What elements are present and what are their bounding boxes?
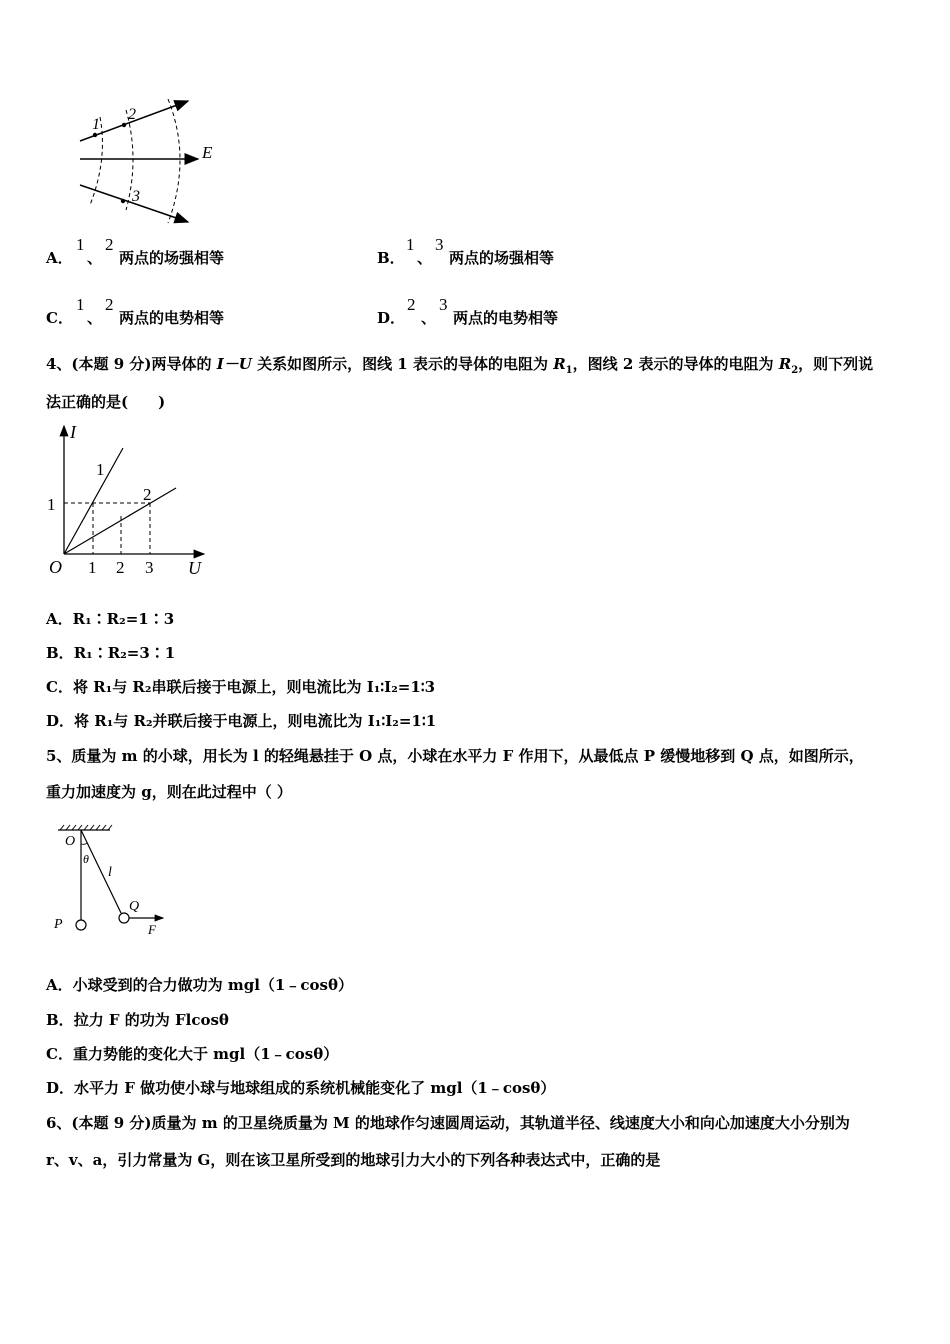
pendulum-figure — [50, 822, 175, 942]
q3-option-a-text: 两点的场强相等 — [119, 249, 225, 267]
q3-option-a[interactable]: A． — [46, 249, 73, 267]
ball-P — [76, 920, 86, 930]
q3-option-c-n2: 2 — [105, 295, 114, 314]
string-l — [81, 830, 121, 913]
q3-option-b-n1: 1 — [406, 235, 415, 254]
q3-option-d[interactable]: D． — [377, 309, 406, 327]
label-E: E — [202, 143, 213, 162]
q5-option-a[interactable]: A．小球受到的合力做功为 mgl（1﹣cosθ） — [46, 976, 353, 994]
q3-option-b-n2: 3 — [435, 235, 444, 254]
q3-option-c-sep: 、 — [87, 309, 103, 327]
q6-stem-line2: r、v、a，引力常量为 G，则在该卫星所受到的地球引力大小的下列各种表达式中，正确的是 — [46, 1151, 661, 1169]
q3-option-a-n1: 1 — [76, 235, 85, 254]
q3-option-a-sep: 、 — [87, 249, 103, 267]
q3-option-d-n1: 2 — [407, 295, 416, 314]
q3-option-d-text: 两点的电势相等 — [453, 309, 559, 327]
q3-option-d-sep: 、 — [421, 309, 437, 327]
iu-graph-figure — [40, 420, 215, 580]
line-2-label: 2 — [143, 485, 152, 504]
q3-option-b-text: 两点的场强相等 — [449, 249, 555, 267]
y-axis-label: I — [70, 422, 76, 442]
x-tick-3: 3 — [145, 558, 154, 577]
label-P: P — [54, 917, 63, 932]
label-l: l — [108, 865, 112, 880]
q6-stem-line1: 6、(本题 9 分)质量为 m 的卫星绕质量为 M 的地球作匀速圆周运动，其轨道半径、线速度大小和向心加速度大小分别为 — [46, 1114, 850, 1132]
q4-stem-line1: 4、(本题 9 分)两导体的 I－U 关系如图所示，图线 1 表示的导体的电阻为 $R_1$，图线 2 表示的导体的电阻为 $R_2$，则下列说 — [46, 355, 874, 376]
q3-option-c[interactable]: C． — [46, 309, 73, 327]
point-1 — [93, 133, 97, 137]
label-Q: Q — [129, 899, 140, 914]
q5-option-c[interactable]: C．重力势能的变化大于 mgl（1﹣cosθ） — [46, 1045, 339, 1063]
q5-option-d[interactable]: D．水平力 F 做功使小球与地球组成的系统机械能变化了 mgl（1﹣cosθ） — [46, 1079, 556, 1097]
origin-label: O — [49, 557, 62, 577]
label-theta: θ — [83, 852, 89, 866]
ceiling-hatch — [60, 825, 112, 830]
label-3: 3 — [132, 188, 140, 205]
equipotential-3 — [168, 99, 180, 223]
point-2 — [122, 123, 126, 127]
q4-option-b[interactable]: B．R₁∶R₂=3∶1 — [46, 644, 176, 662]
label-1: 1 — [92, 116, 100, 133]
ball-Q — [119, 913, 129, 923]
y-tick-1: 1 — [47, 495, 56, 514]
label-2: 2 — [128, 106, 136, 123]
q4-option-d[interactable]: D．将 R₁与 R₂并联后接于电源上，则电流比为 I₁∶I₂=1∶1 — [46, 712, 437, 730]
q3-option-a-n2: 2 — [105, 235, 114, 254]
q5-stem-line1: 5、质量为 m 的小球，用长为 l 的轻绳悬挂于 O 点，小球在水平力 F 作用下，从最低点 P 缓慢地移到 Q 点，如图所示， — [46, 747, 864, 765]
q4-stem-line2: 法正确的是( ) — [46, 393, 166, 411]
q3-option-d-n2: 3 — [439, 295, 448, 314]
point-3 — [121, 199, 125, 203]
label-O: O — [65, 834, 76, 849]
q4-option-a[interactable]: A．R₁∶R₂=1∶3 — [46, 610, 175, 628]
label-F: F — [148, 922, 156, 937]
q3-option-b[interactable]: B． — [377, 249, 405, 267]
x-tick-2: 2 — [116, 558, 125, 577]
q5-option-b[interactable]: B．拉力 F 的功为 Flcosθ — [46, 1011, 229, 1029]
graph-line-2 — [64, 488, 176, 554]
line-1-label: 1 — [96, 460, 105, 479]
q3-option-c-n1: 1 — [76, 295, 85, 314]
q4-option-c[interactable]: C．将 R₁与 R₂串联后接于电源上，则电流比为 I₁∶I₂=1∶3 — [46, 678, 436, 696]
q3-option-c-text: 两点的电势相等 — [119, 309, 225, 327]
x-axis-label: U — [188, 558, 201, 578]
electric-field-figure — [70, 95, 230, 230]
q3-option-b-sep: 、 — [417, 249, 433, 267]
angle-arc — [81, 843, 87, 844]
x-tick-1: 1 — [88, 558, 97, 577]
q5-stem-line2: 重力加速度为 g，则在此过程中（ ） — [46, 783, 292, 801]
